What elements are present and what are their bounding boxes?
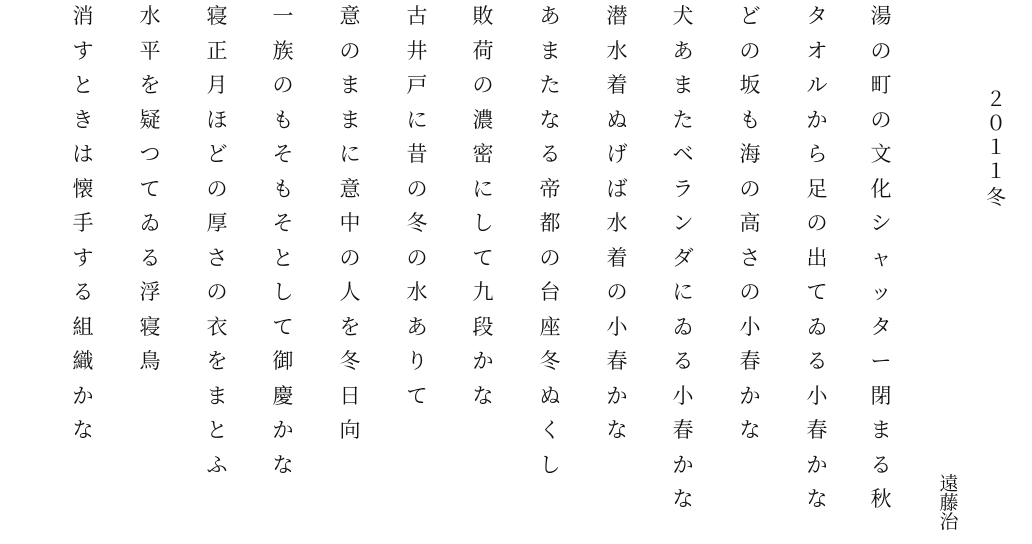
haiku-line: タ オ ル か ら 足 の 出 て ゐ る 小 春 か な [806, 4, 828, 511]
author-name: 遠 藤 治 [939, 473, 959, 533]
haiku-line: あ ま た な る 帝 都 の 台 座 冬 ぬ く し [539, 4, 561, 477]
haiku-line: 敗 荷 の 濃 密 に し て 九 段 か な [472, 4, 494, 408]
haiku-line: 寝 正 月 ほ ど の 厚 さ の 衣 を ま と ふ [206, 4, 228, 477]
haiku-line: ど の 坂 も 海 の 高 さ の 小 春 か な [739, 4, 761, 442]
haiku-line: 消 す と き は 懐 手 す る 組 織 か な [72, 4, 94, 442]
haiku-line: 水 平 を 疑 つ て ゐ る 浮 寝 鳥 [139, 4, 161, 373]
haiku-line: 古 井 戸 に 昔 の 冬 の 水 あ り て [406, 4, 428, 408]
haiku-line: 意 の ま ま に 意 中 の 人 を 冬 日 向 [339, 4, 361, 442]
collection-heading: ２ ０ １ １ 冬 [986, 87, 1006, 209]
haiku-line: 潜 水 着 ぬ げ ば 水 着 の 小 春 か な [606, 4, 628, 442]
haiku-line: 犬 あ ま た ベ ラ ン ダ に ゐ る 小 春 か な [672, 4, 694, 511]
haiku-line: 一 族 の も そ も そ と し て 御 慶 か な [272, 4, 294, 477]
haiku-line: 湯 の 町 の 文 化 シ ャ ッ タ ー 閉 ま る 秋 [870, 4, 892, 511]
